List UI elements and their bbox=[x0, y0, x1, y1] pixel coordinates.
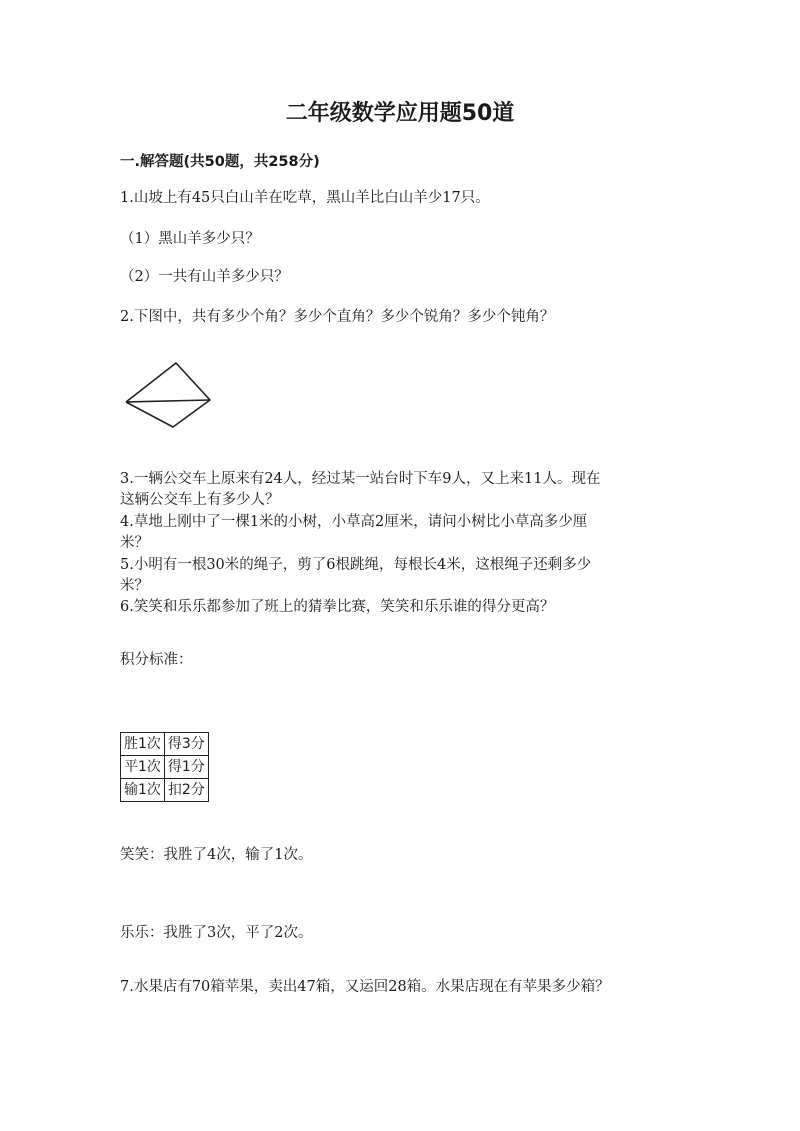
table-row bbox=[121, 779, 209, 802]
table-row bbox=[121, 756, 209, 779]
table-cell: 得3分 bbox=[164, 733, 208, 756]
question-1-part-1: （1）黑山羊多少只？ bbox=[120, 231, 260, 247]
scoring-criteria-label: 积分标准： bbox=[120, 652, 193, 668]
question-5-line-2: 米？ bbox=[120, 578, 149, 594]
table-cell: 得1分 bbox=[164, 756, 208, 779]
table-cell: 输1次 bbox=[121, 779, 165, 802]
xiaoxiao-result: 笑笑：我胜了4次，输了1次。 bbox=[120, 847, 313, 863]
question-3-line-2: 这辆公交车上有多少人？ bbox=[120, 492, 280, 508]
question-1-part-2: （2）一共有山羊多少只？ bbox=[120, 269, 289, 285]
question-7: 7.水果店有70箱苹果，卖出47箱，又运回28箱。水果店现在有苹果多少箱？ bbox=[120, 979, 610, 995]
table-cell: 胜1次 bbox=[121, 733, 165, 756]
question-6: 6.笑笑和乐乐都参加了班上的猜拳比赛，笑笑和乐乐谁的得分更高？ bbox=[120, 599, 555, 615]
question-4-line-1: 4.草地上刚中了一棵1米的小树，小草高2厘米，请问小树比小草高多少厘 bbox=[120, 514, 588, 530]
quadrilateral-diagram bbox=[120, 356, 220, 434]
lele-result: 乐乐：我胜了3次，平了2次。 bbox=[120, 925, 313, 941]
quadrilateral-diagonal bbox=[126, 400, 210, 402]
table-row bbox=[121, 733, 209, 756]
question-4-line-2: 米？ bbox=[120, 535, 149, 551]
table-cell: 平1次 bbox=[121, 756, 165, 779]
page-title: 二年级数学应用题50道 bbox=[285, 101, 515, 126]
score-table bbox=[120, 732, 209, 802]
table-cell: 扣2分 bbox=[164, 779, 208, 802]
question-3-line-1: 3.一辆公交车上原来有24人，经过某一站台时下车9人，又上来11人。现在 bbox=[120, 471, 601, 487]
quadrilateral-outline bbox=[126, 363, 210, 427]
question-5-line-1: 5.小明有一根30米的绳子，剪了6根跳绳，每根长4米，这根绳子还剩多少 bbox=[120, 557, 592, 573]
question-2: 2.下图中，共有多少个角？多少个直角？多少个锐角？多少个钝角？ bbox=[120, 309, 555, 325]
section-heading: 一.解答题(共50题，共258分) bbox=[120, 154, 320, 170]
question-1: 1.山坡上有45只白山羊在吃草，黑山羊比白山羊少17只。 bbox=[120, 190, 490, 206]
